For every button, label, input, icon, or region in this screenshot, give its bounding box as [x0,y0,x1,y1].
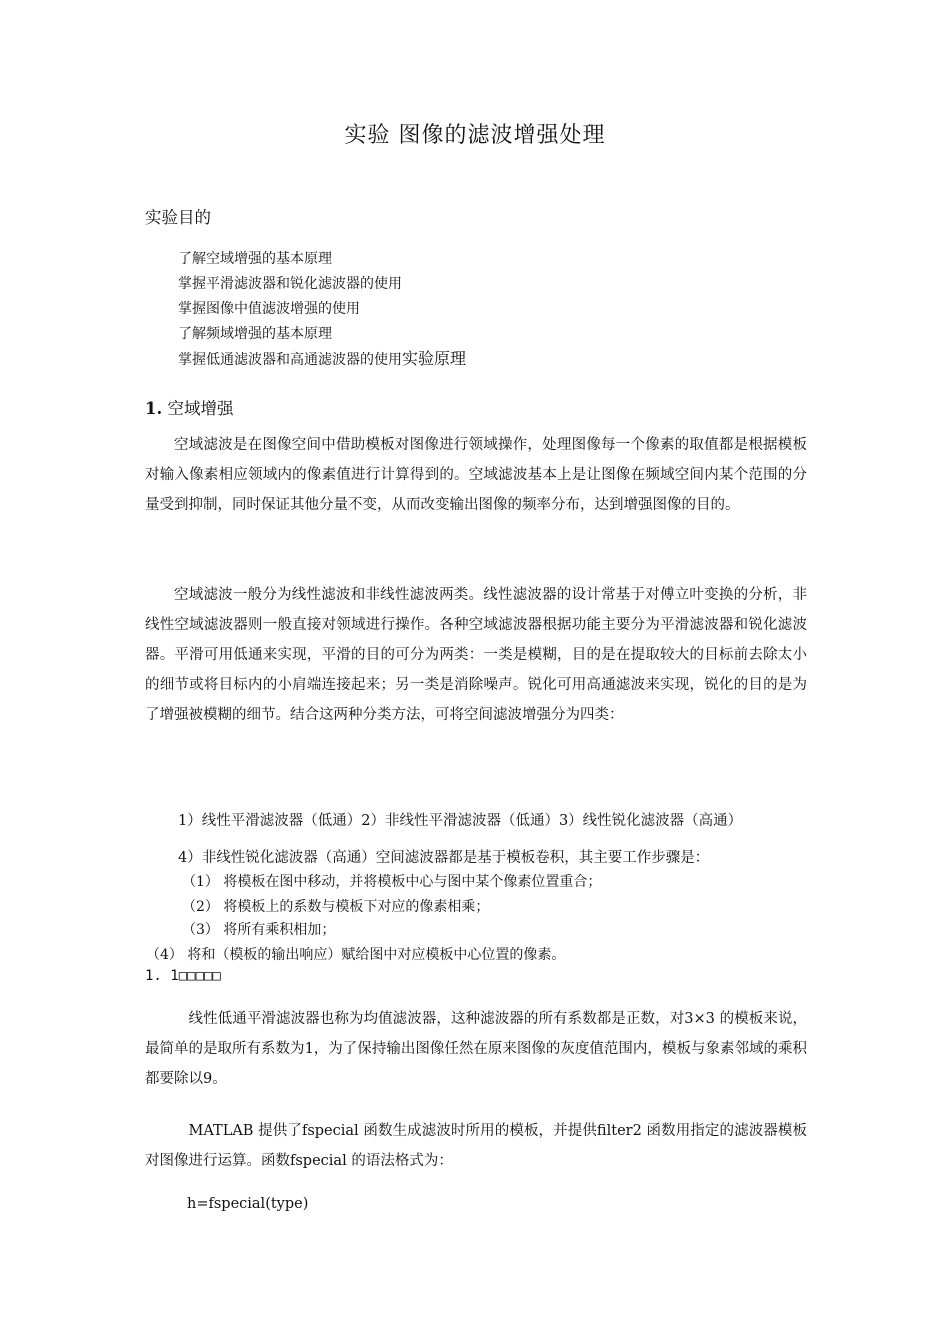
code-line: h=fspecial(type) [187,1196,309,1212]
purpose-item: 了解空域增强的基本原理 [178,251,332,267]
section-number: 1 [145,399,157,418]
paragraph: 空域滤波一般分为线性滤波和非线性滤波两类。线性滤波器的设计常基于对傅立叶变换的分析，非线性空域滤波器则一般直接对领域进行操作。各种空域滤波器根据功能主要分为平滑滤波器和锐化滤波器。平滑可用低通来实现，平滑的目的可分为两类：一类是模糊，目的是在提取较大的目标前去除太小的细节或将目标内的小肩端连接起来；另一类是消除噪声。锐化可用高通滤波来实现，锐化的目的是为了增强被模糊的细节。结合这两种分类方法，可将空间滤波增强分为四类： [145,587,807,723]
subsection-heading [145,968,221,984]
section-heading [145,395,233,419]
subsection-number: 1. 1 [145,968,179,984]
paragraph: 空域滤波是在图像空间中借助模板对图像进行领域操作，处理图像每一个像素的取值都是根据模板对输入像素相应领域内的像素值进行计算得到的。空域滤波基本上是让图像在频域空间内某个范围的分量受到抑制，同时保证其他分量不变，从而改变输出图像的频率分布，达到增强图像的目的。 [145,437,807,513]
principle-heading: 实验原理 [402,349,467,368]
paragraph: MATLAB 提供了fspecial 函数生成滤波时所用的模板，并提供filter2 函数用指定的滤波器模板对图像进行运算。函数fspecial 的语法格式为： [145,1123,807,1169]
page-title: 实验 图像的滤波增强处理 [344,123,606,148]
step-item: （4） 将和（模板的输出响应）赋给图中对应模板中心位置的像素。 [146,947,566,963]
section-title: 空域增强 [167,399,234,418]
purpose-item-text: 掌握低通滤波器和高通滤波器的使用 [178,352,402,368]
step-item: （3） 将所有乘积相加； [182,922,336,938]
purpose-item: 了解频域增强的基本原理 [178,326,332,342]
step-item: （2） 将模板上的系数与模板下对应的像素相乘； [182,899,490,915]
purpose-item [178,346,466,369]
paragraph: 线性低通平滑滤波器也称为均值滤波器，这种滤波器的所有系数都是正数，对3×3 的模板来说，最简单的是取所有系数为1，为了保持输出图像任然在原来图像的灰度值范围内，模板与象素邻域的乘积都要除以9。 [145,1011,807,1087]
step-item: （1） 将模板在图中移动，并将模板中心与图中某个像素位置重合； [182,874,602,890]
filter-types-line: 1）线性平滑滤波器（低通）2）非线性平滑滤波器（低通）3）线性锐化滤波器（高通） [178,813,743,829]
filter-type4-line: 4）非线性锐化滤波器（高通）空间滤波器都是基于模板卷积，其主要工作步骤是： [178,850,710,866]
section-number-sep: . [156,399,163,418]
purpose-item: 掌握平滑滤波器和锐化滤波器的使用 [178,276,402,292]
subsection-garbled-title: □□□□□ [178,968,221,984]
purpose-heading: 实验目的 [145,208,211,227]
purpose-item: 掌握图像中值滤波增强的使用 [178,301,360,317]
